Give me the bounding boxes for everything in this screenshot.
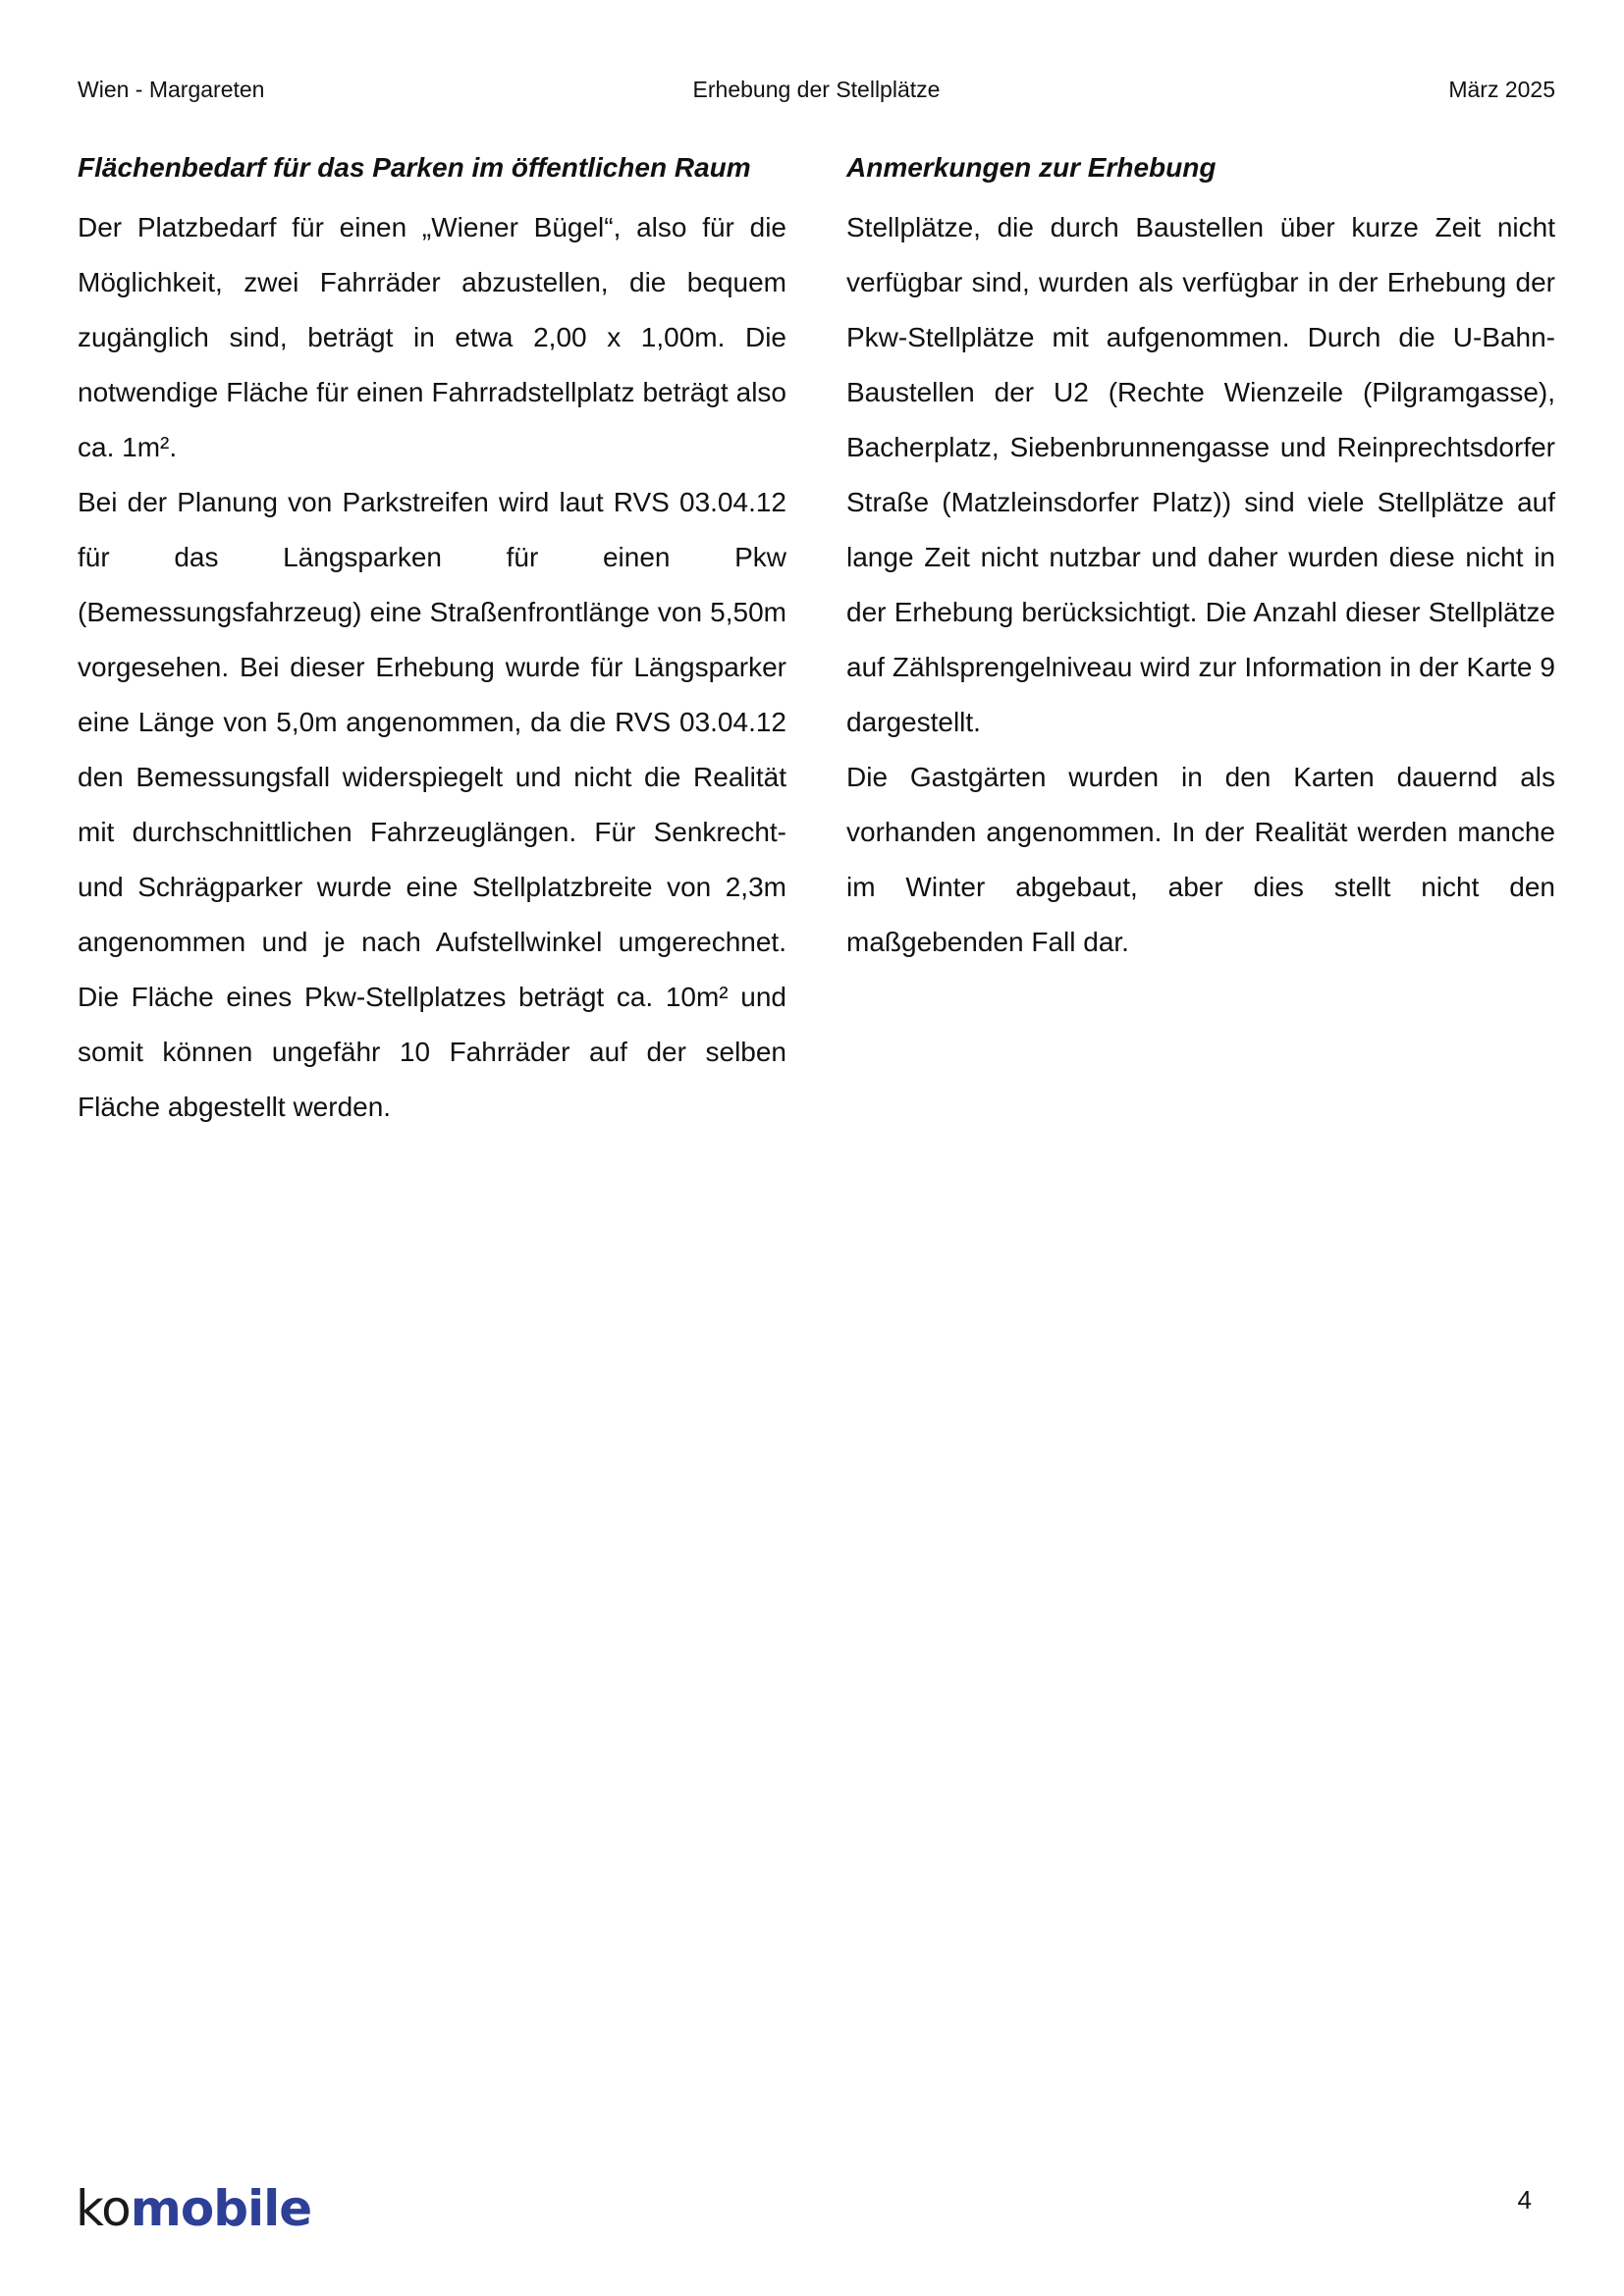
paragraph: Bei der Planung von Parkstreifen wird laut RVS 03.04.12 für das Längsparken für einen Pkw (Bemessungsfahrzeug) eine Straßenfrontlänge von 5,50m vorgesehen. Bei dieser Erhebung wurde für Längsparker eine Länge von 5,0m angenommen, da die RVS 03.04.12 den Bemessungsfall widerspiegelt und nicht die Realität mit durchschnittlichen Fahrzeuglängen. Für Senkrecht- und Schrägparker wurde eine Stellplatzbreite von 2,3m angenommen und je nach Aufstellwinkel umgerechnet. Die Fläche eines Pkw-Stellplatzes beträgt ca. 10m² und somit können ungefähr 10 Fahrräder auf der selben Fläche abgestellt werden. [78, 487, 786, 1122]
page-header [78, 73, 1555, 106]
section-heading-flaechenbedarf: Flächenbedarf für das Parken im öffentlichen Raum [78, 152, 751, 183]
komobile-logo [76, 2179, 311, 2238]
section-heading-anmerkungen: Anmerkungen zur Erhebung [846, 152, 1217, 183]
page-number: 4 [1517, 2185, 1532, 2215]
paragraph: Die Gastgärten wurden in den Karten dauernd als vorhanden angenommen. In der Realität werden manche im Winter abgebaut, aber dies stellt nicht den maßgebenden Fall dar. [846, 762, 1555, 957]
header-location: Wien - Margareten [78, 77, 265, 102]
logo-text-mobile: mobile [130, 2180, 312, 2237]
left-column [78, 147, 786, 1135]
logo-text-ko: ko [76, 2180, 131, 2237]
paragraph: Der Platzbedarf für einen „Wiener Bügel“, also für die Möglichkeit, zwei Fahrräder abzustellen, die bequem zugänglich sind, beträgt in etwa 2,00 x 1,00m. Die notwendige Fläche für einen Fahrradstellplatz beträgt also ca. 1m². [78, 212, 786, 462]
header-title: Erhebung der Stellplätze [692, 77, 941, 102]
header-date: März 2025 [1448, 77, 1555, 102]
right-column [846, 147, 1555, 970]
paragraph: Stellplätze, die durch Baustellen über kurze Zeit nicht verfügbar sind, wurden als verfügbar in der Erhebung der Pkw-Stellplätze mit aufgenommen. Durch die U-Bahn-Baustellen der U2 (Rechte Wienzeile (Pilgramgasse), Bacherplatz, Siebenbrunnengasse und Reinprechtsdorfer Straße (Matzleinsdorfer Platz)) sind viele Stellplätze auf lange Zeit nicht nutzbar und daher wurden diese nicht in der Erhebung berücksichtigt. Die Anzahl dieser Stellplätze auf Zählsprengelniveau wird zur Information in der Karte 9 dargestellt. [846, 212, 1555, 737]
